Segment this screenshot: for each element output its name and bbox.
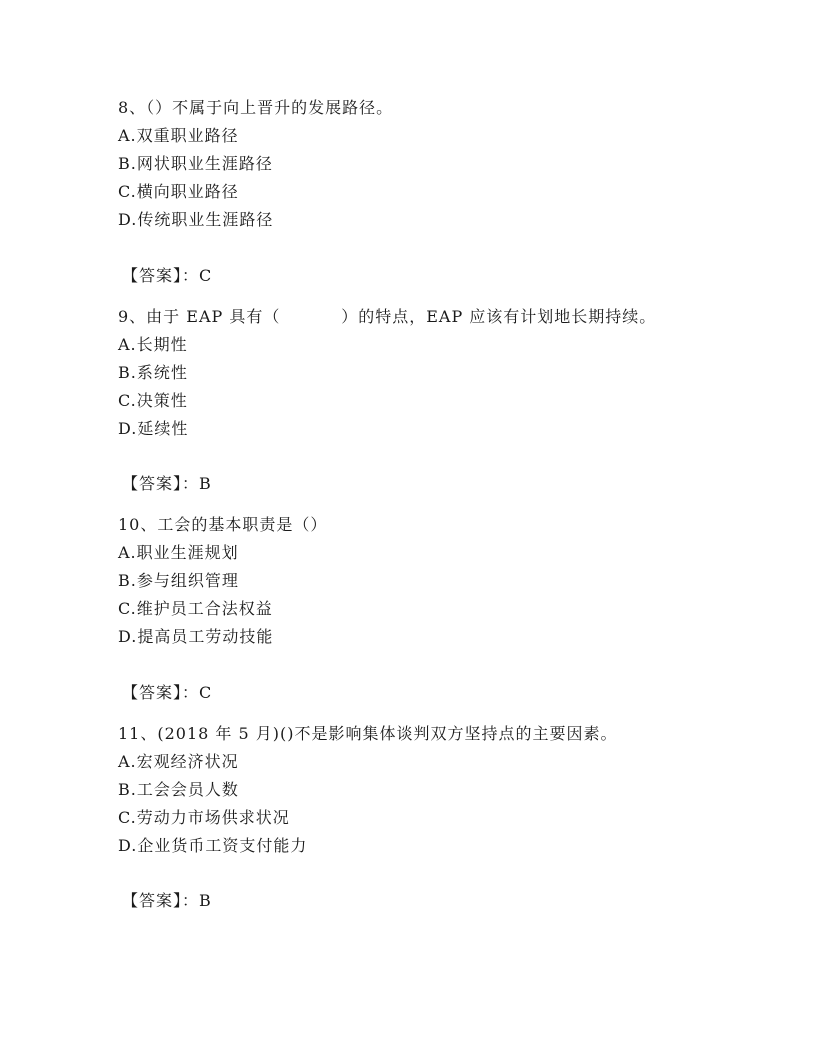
question-10-option-d: D.提高员工劳动技能 (118, 627, 274, 646)
question-9-option-b: B.系统性 (118, 363, 188, 382)
question-9-option-d: D.延续性 (118, 419, 189, 438)
question-9-option-a: A.长期性 (118, 335, 188, 354)
question-11-option-a: A.宏观经济状况 (118, 752, 239, 771)
question-9-stem: 9、由于 EAP 具有（ ）的特点，EAP 应该有计划地长期持续。 (118, 307, 657, 326)
question-8-option-c: C.横向职业路径 (118, 182, 239, 201)
question-9-option-c: C.决策性 (118, 391, 188, 410)
question-10-option-a: A.职业生涯规划 (118, 543, 239, 562)
question-10-stem: 10、工会的基本职责是（） (118, 515, 328, 534)
question-11-option-b: B.工会会员人数 (118, 780, 239, 799)
question-11-option-d: D.企业货币工资支付能力 (118, 836, 308, 855)
question-8-option-d: D.传统职业生涯路径 (118, 210, 274, 229)
question-11-answer: 【答案】：B (122, 891, 212, 910)
question-10-option-b: B.参与组织管理 (118, 571, 239, 590)
question-8-answer: 【答案】：C (122, 266, 213, 285)
question-8-stem: 8、（）不属于向上晋升的发展路径。 (118, 98, 394, 117)
question-8-option-b: B.网状职业生涯路径 (118, 154, 273, 173)
question-11-stem: 11、(2018 年 5 月)()不是影响集体谈判双方坚持点的主要因素。 (118, 724, 618, 743)
question-11-option-c: C.劳动力市场供求状况 (118, 808, 290, 827)
question-10-answer: 【答案】：C (122, 683, 213, 702)
question-8-option-a: A.双重职业路径 (118, 126, 239, 145)
question-10-option-c: C.维护员工合法权益 (118, 599, 273, 618)
question-9-answer: 【答案】：B (122, 474, 212, 493)
